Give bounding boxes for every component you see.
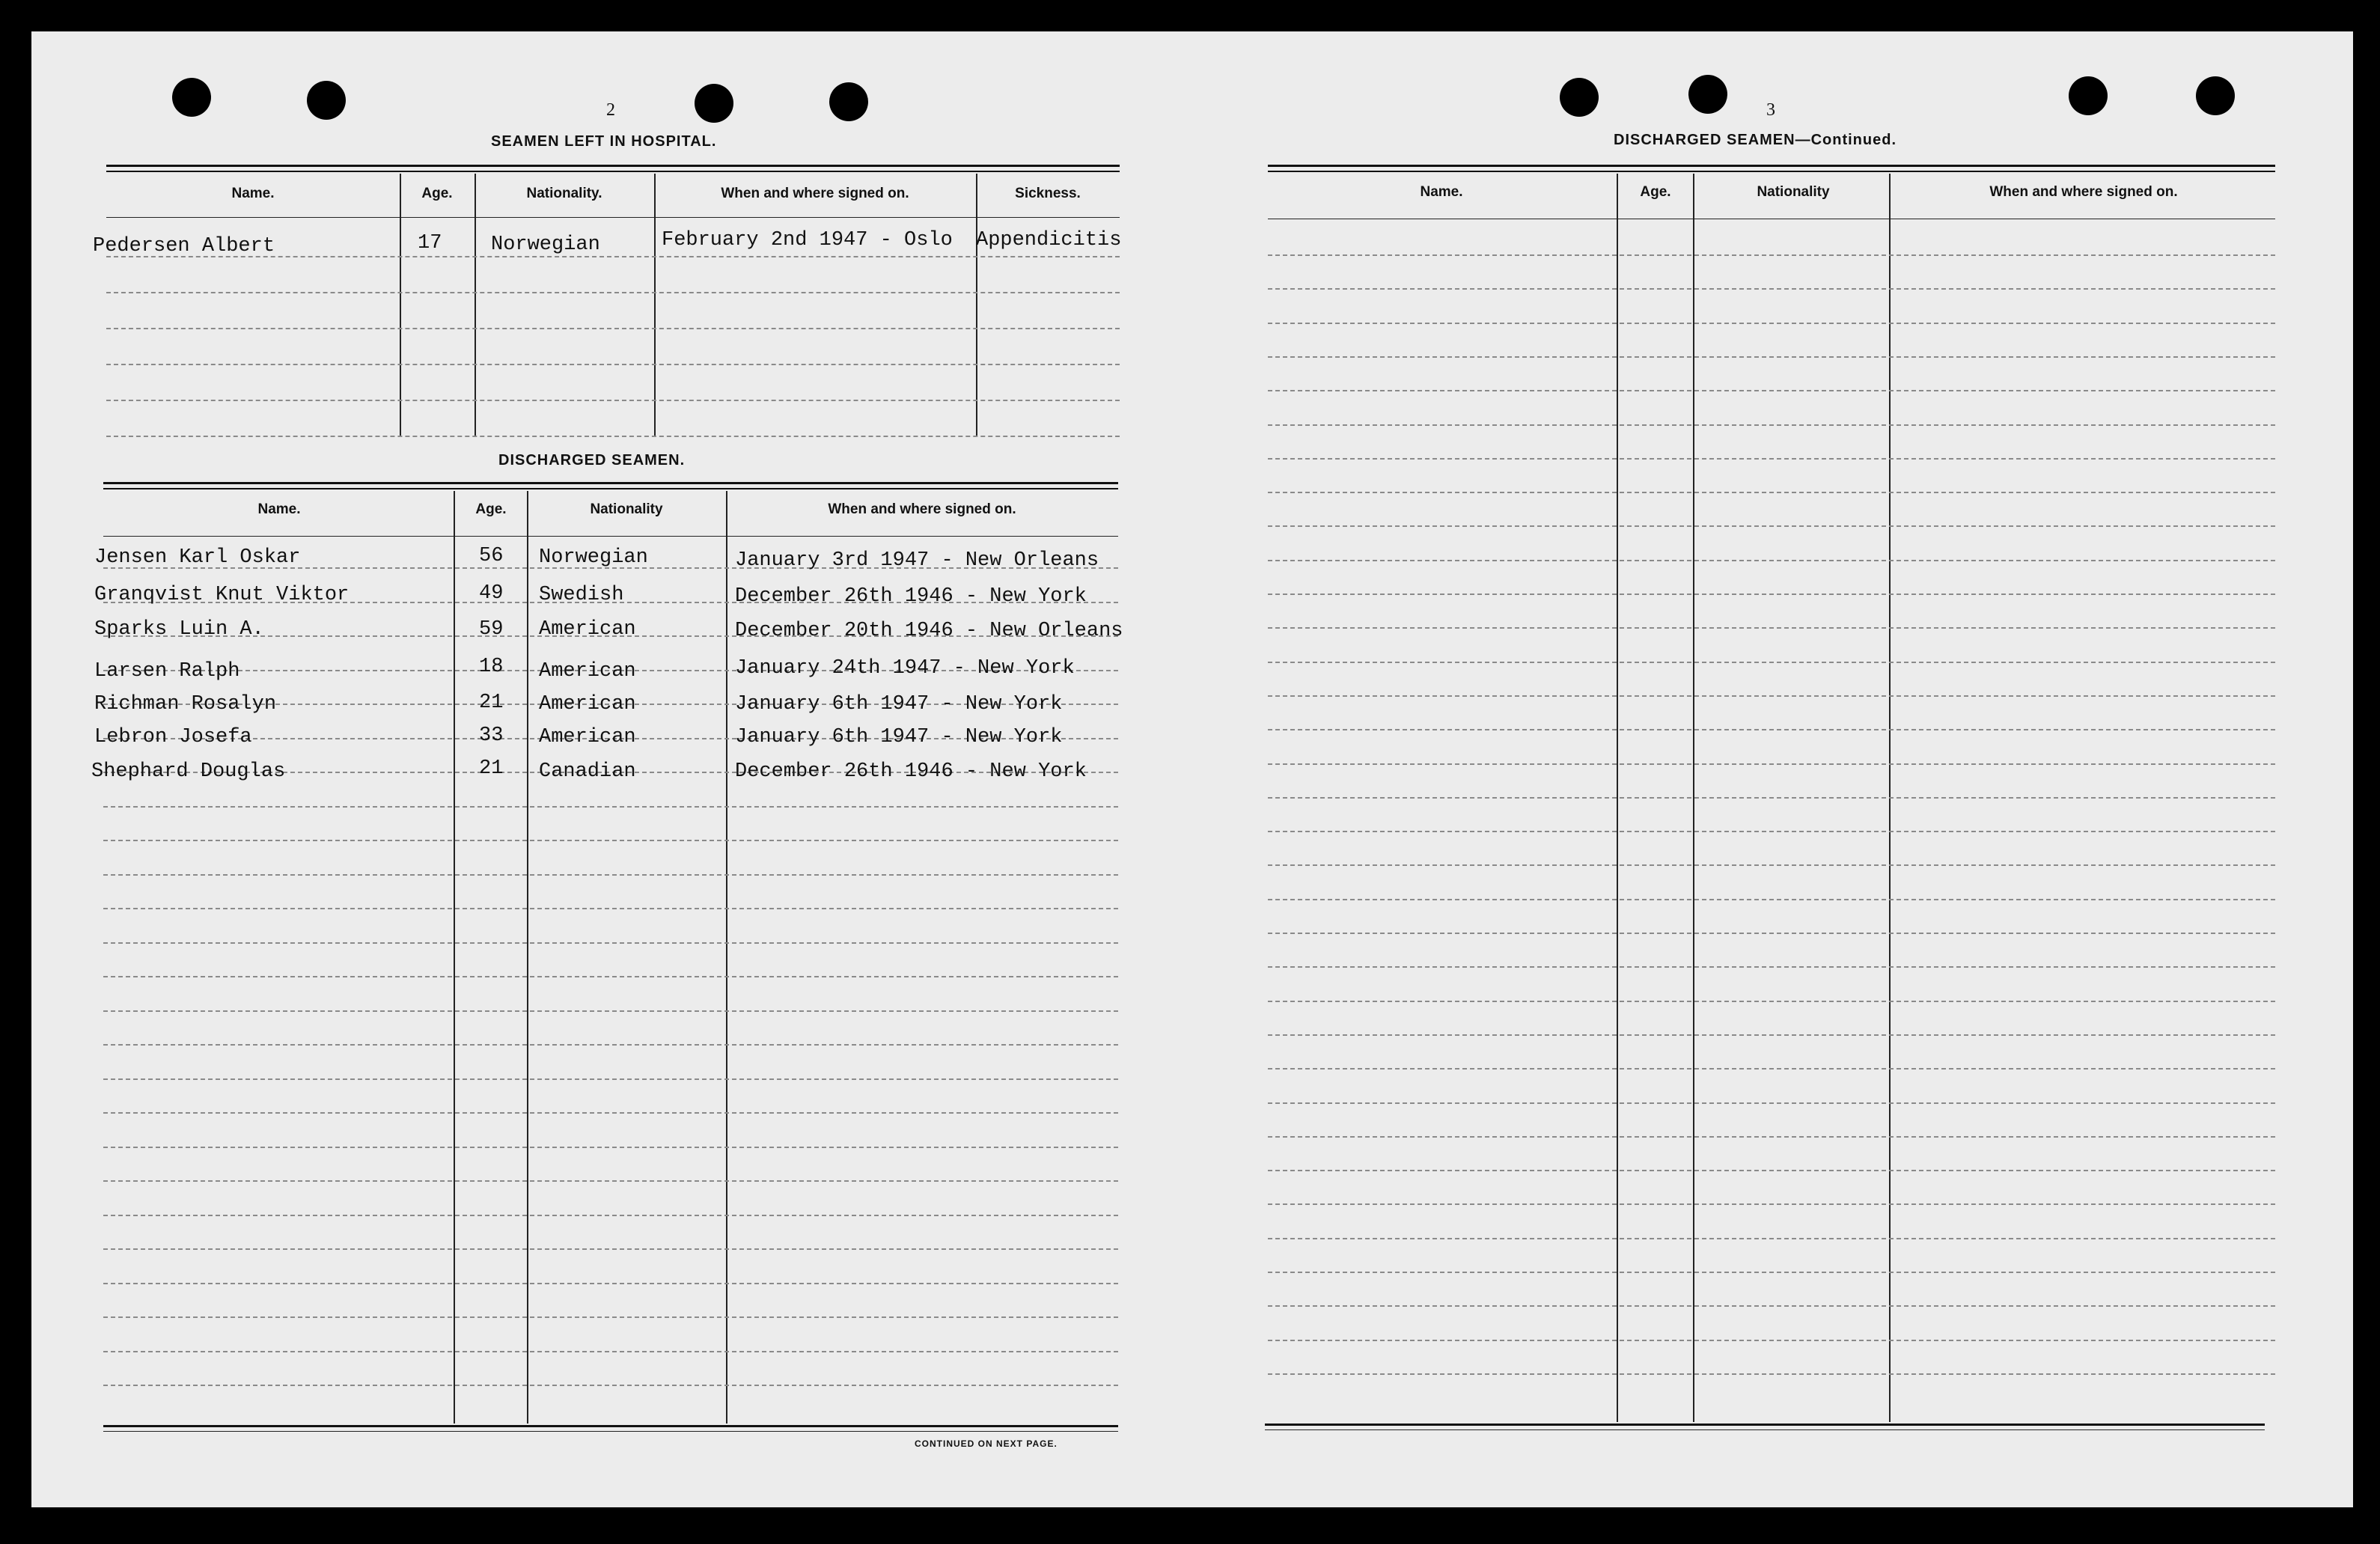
- ruled-line: [103, 1283, 1118, 1284]
- discharged-header-name: Name.: [257, 501, 301, 517]
- ruled-line: [103, 1385, 1118, 1386]
- hospital-row-line: [106, 436, 1120, 437]
- ruled-line: [1268, 1068, 2275, 1069]
- discharged-row-2-name: Sparks Luin A.: [94, 618, 264, 641]
- ruled-line: [1268, 662, 2275, 663]
- ruled-line: [1268, 1136, 2275, 1138]
- hospital-column-divider: [654, 174, 656, 437]
- hospital-row-line: [106, 328, 1120, 329]
- discharged-header-signed: When and where signed on.: [828, 501, 1016, 517]
- discharged-row-0-age: 56: [479, 545, 504, 567]
- ruled-line: [103, 1215, 1118, 1216]
- ruled-line: [103, 1044, 1118, 1046]
- hospital-column-divider: [475, 174, 476, 437]
- punch-hole: [307, 81, 346, 120]
- ruled-line: [1268, 458, 2275, 460]
- ruled-line: [1268, 831, 2275, 832]
- ruled-line: [103, 1316, 1118, 1318]
- hospital-header-nationality: Nationality.: [526, 186, 602, 201]
- hospital-header-signed: When and where signed on.: [721, 186, 909, 201]
- discharged-bottom-rule: [103, 1425, 1118, 1427]
- ruled-line: [103, 1351, 1118, 1352]
- discharged-row-1-age: 49: [479, 582, 504, 605]
- discharged-row-4-signed: January 6th 1947 - New York: [735, 693, 1063, 715]
- ruled-line: [1268, 1373, 2275, 1375]
- ruled-line: [1268, 390, 2275, 391]
- ruled-line: [1268, 254, 2275, 256]
- right-top-rule: [1268, 165, 2275, 167]
- punch-hole: [695, 84, 733, 123]
- discharged-row-2-nationality: American: [539, 618, 636, 641]
- ruled-line: [103, 1180, 1118, 1182]
- ruled-line: [1268, 560, 2275, 561]
- ruled-line: [1268, 492, 2275, 493]
- ruled-line: [1268, 729, 2275, 730]
- right-header-name: Name.: [1420, 184, 1463, 200]
- discharged-row-3-signed: January 24th 1947 - New York: [735, 657, 1075, 680]
- page-number-right: 3: [1766, 100, 1775, 120]
- hospital-row-line: [106, 400, 1120, 401]
- right-header-age: Age.: [1640, 184, 1671, 200]
- hospital-header-sickness: Sickness.: [1015, 186, 1081, 201]
- ruled-line: [1268, 594, 2275, 595]
- ruled-line: [103, 1078, 1118, 1080]
- hospital-row-0-nationality: Norwegian: [491, 234, 600, 256]
- discharged-header-nationality: Nationality: [590, 501, 663, 517]
- ruled-line: [1268, 763, 2275, 765]
- ruled-line: [103, 874, 1118, 876]
- hospital-section-title: SEAMEN LEFT IN HOSPITAL.: [491, 133, 717, 150]
- discharged-row-1-nationality: Swedish: [539, 584, 624, 606]
- discharged-row-4-nationality: American: [539, 693, 636, 715]
- hospital-top-rule: [106, 171, 1120, 172]
- punch-hole: [2196, 76, 2235, 115]
- discharged-row-0-name: Jensen Karl Oskar: [94, 546, 301, 569]
- discharged-row-6-signed: December 26th 1946 - New York: [735, 760, 1087, 783]
- ruled-line: [1268, 525, 2275, 527]
- ruled-line: [1268, 695, 2275, 697]
- discharged-row-1-name: Granqvist Knut Viktor: [94, 584, 350, 606]
- right-header-signed: When and where signed on.: [1989, 184, 2178, 200]
- ruled-line: [1268, 797, 2275, 799]
- ruled-line: [1268, 288, 2275, 290]
- discharged-row-3-nationality: American: [539, 660, 636, 683]
- punch-hole: [2069, 76, 2108, 115]
- discharged-row-4-name: Richman Rosalyn: [94, 693, 277, 715]
- ruled-line: [103, 806, 1118, 808]
- ruled-line: [1268, 356, 2275, 358]
- hospital-header-age: Age.: [421, 186, 453, 201]
- discharged-row-5-age: 33: [479, 724, 504, 747]
- ruled-line: [1268, 899, 2275, 900]
- ruled-line: [1268, 1001, 2275, 1002]
- discharged-row-3-name: Larsen Ralph: [94, 660, 240, 683]
- punch-hole: [172, 78, 211, 117]
- discharged-header-age: Age.: [475, 501, 507, 517]
- ruled-line: [1268, 627, 2275, 629]
- ruled-line: [1268, 424, 2275, 426]
- discharged-row-6-name: Shephard Douglas: [91, 760, 286, 783]
- ledger-sheet: [31, 31, 2353, 1507]
- ruled-line: [103, 1112, 1118, 1114]
- punch-hole: [1688, 75, 1727, 114]
- ruled-line: [103, 1248, 1118, 1250]
- hospital-row-0-name: Pedersen Albert: [93, 235, 275, 257]
- discharged-top-rule: [103, 482, 1118, 484]
- hospital-row-0-age: 17: [418, 232, 442, 254]
- ruled-line: [103, 1147, 1118, 1148]
- hospital-row-line: [106, 364, 1120, 365]
- hospital-row-0-sickness: Appendicitis: [976, 229, 1122, 251]
- continued-note: CONTINUED ON NEXT PAGE.: [915, 1438, 1058, 1449]
- ruled-line: [1268, 1203, 2275, 1205]
- punch-hole: [1560, 78, 1599, 117]
- right-header-nationality: Nationality: [1757, 184, 1830, 200]
- discharged-continued-title: DISCHARGED SEAMEN—Continued.: [1614, 132, 1897, 148]
- discharged-row-5-nationality: American: [539, 726, 636, 748]
- ruled-line: [1268, 1238, 2275, 1239]
- hospital-row-line: [106, 292, 1120, 293]
- ruled-line: [1268, 1034, 2275, 1036]
- hospital-column-divider: [976, 174, 977, 437]
- ruled-line: [1268, 1305, 2275, 1307]
- discharged-row-5-name: Lebron Josefa: [94, 726, 252, 748]
- discharged-row-6-nationality: Canadian: [539, 760, 636, 783]
- ruled-line: [1268, 933, 2275, 934]
- discharged-row-4-age: 21: [479, 692, 504, 714]
- hospital-row-0-signed: February 2nd 1947 - Oslo: [662, 229, 953, 251]
- ruled-line: [103, 942, 1118, 944]
- discharged-row-2-age: 59: [479, 618, 504, 641]
- hospital-header-rule: [106, 217, 1120, 218]
- discharged-row-5-signed: January 6th 1947 - New York: [735, 726, 1063, 748]
- discharged-header-rule: [103, 536, 1118, 537]
- discharged-row-0-signed: January 3rd 1947 - New Orleans: [735, 549, 1099, 572]
- discharged-row-0-nationality: Norwegian: [539, 546, 648, 569]
- punch-hole: [829, 82, 868, 121]
- discharged-row-6-age: 21: [479, 757, 504, 780]
- hospital-column-divider: [400, 174, 401, 437]
- discharged-row-2-signed: December 20th 1946 - New Orleans: [735, 620, 1123, 642]
- ruled-line: [1268, 323, 2275, 324]
- ruled-line: [103, 908, 1118, 909]
- discharged-top-rule: [103, 488, 1118, 489]
- ruled-line: [103, 976, 1118, 977]
- hospital-header-name: Name.: [231, 186, 275, 201]
- ruled-line: [1268, 1272, 2275, 1273]
- discharged-section-title: DISCHARGED SEAMEN.: [498, 452, 686, 469]
- ruled-line: [103, 840, 1118, 841]
- right-top-rule: [1268, 171, 2275, 172]
- discharged-row-1-signed: December 26th 1946 - New York: [735, 585, 1087, 608]
- ruled-line: [1268, 1170, 2275, 1171]
- right-bottom-rule: [1265, 1424, 2265, 1426]
- ruled-line: [103, 1010, 1118, 1012]
- right-bottom-rule: [1265, 1429, 2265, 1430]
- hospital-top-rule: [106, 165, 1120, 167]
- discharged-row-3-age: 18: [479, 656, 504, 678]
- page-number-left: 2: [606, 100, 615, 120]
- ruled-line: [1268, 1102, 2275, 1104]
- ruled-line: [1268, 1340, 2275, 1341]
- ruled-line: [1268, 864, 2275, 866]
- ruled-line: [1268, 966, 2275, 968]
- discharged-bottom-rule: [103, 1431, 1118, 1432]
